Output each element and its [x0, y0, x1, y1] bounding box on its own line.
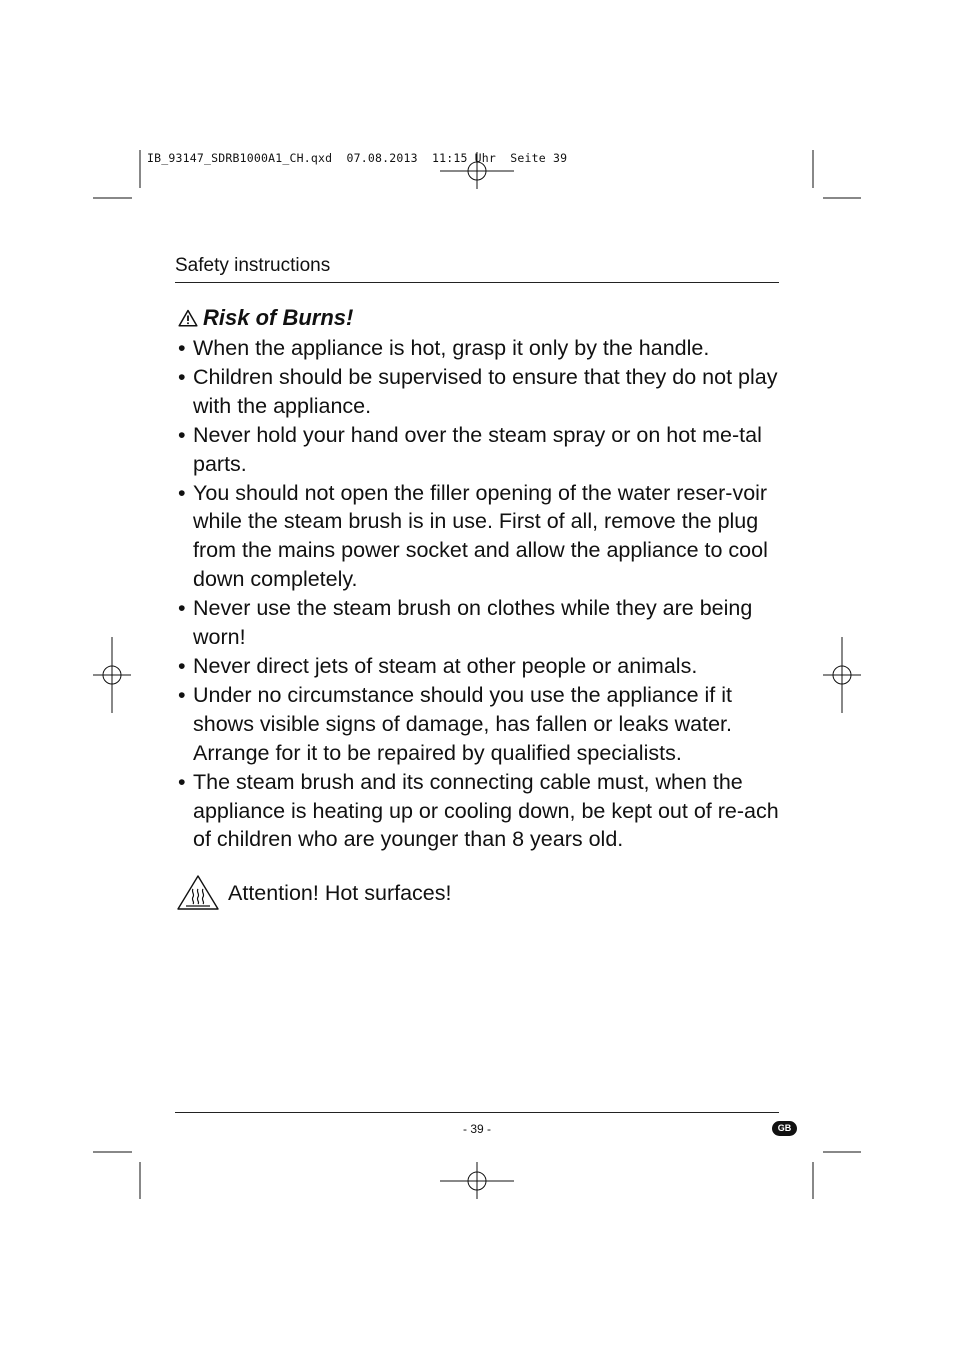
registration-mark-bottom — [440, 1162, 514, 1199]
list-item: • You should not open the filler opening of the water reser-voir while the steam brush is in use. First of all, remove the plug from the mains power socket and allow the appliance to cool down completely. — [178, 480, 768, 592]
attention-text: Attention! Hot surfaces! — [228, 880, 452, 905]
page-number: - 39 - — [462, 1122, 491, 1136]
header-rule — [175, 282, 779, 283]
list-item: • Under no circumstance should you use the appliance if it shows visible signs of damage, has fallen or leaks water. Arrange for it to be repaired by qualified specialists. — [178, 682, 733, 765]
hot-surface-icon — [176, 874, 220, 912]
attention-notice — [176, 874, 451, 912]
warning-title: Risk of Burns! — [203, 305, 354, 330]
warning-section — [175, 302, 785, 854]
warning-triangle-icon — [178, 309, 198, 327]
list-item: • Children should be supervised to ensure that they do not play with the appliance. — [178, 364, 778, 418]
list-item: • Never use the steam brush on clothes while they are being worn! — [178, 596, 753, 650]
footer-rule — [175, 1112, 779, 1113]
list-item: • The steam brush and its connecting cable must, when the appliance is heating up or cooling down, be kept out of re-ach of children who are younger than 8 years old. — [178, 769, 779, 852]
list-item: • Never hold your hand over the steam spray or on hot me-tal parts. — [178, 422, 762, 476]
section-title: Safety instructions — [175, 255, 331, 276]
print-slug: IB_93147_SDRB1000A1_CH.qxd 07.08.2013 11:15 Uhr Seite 39 — [147, 151, 568, 165]
list-item: • When the appliance is hot, grasp it only by the handle. — [178, 336, 710, 360]
language-badge: GB — [772, 1121, 797, 1136]
list-item: • Never direct jets of steam at other people or animals. — [178, 653, 698, 678]
registration-mark-left — [93, 637, 131, 713]
registration-mark-right — [823, 637, 861, 713]
warning-list — [175, 334, 785, 854]
warning-heading — [175, 302, 785, 334]
